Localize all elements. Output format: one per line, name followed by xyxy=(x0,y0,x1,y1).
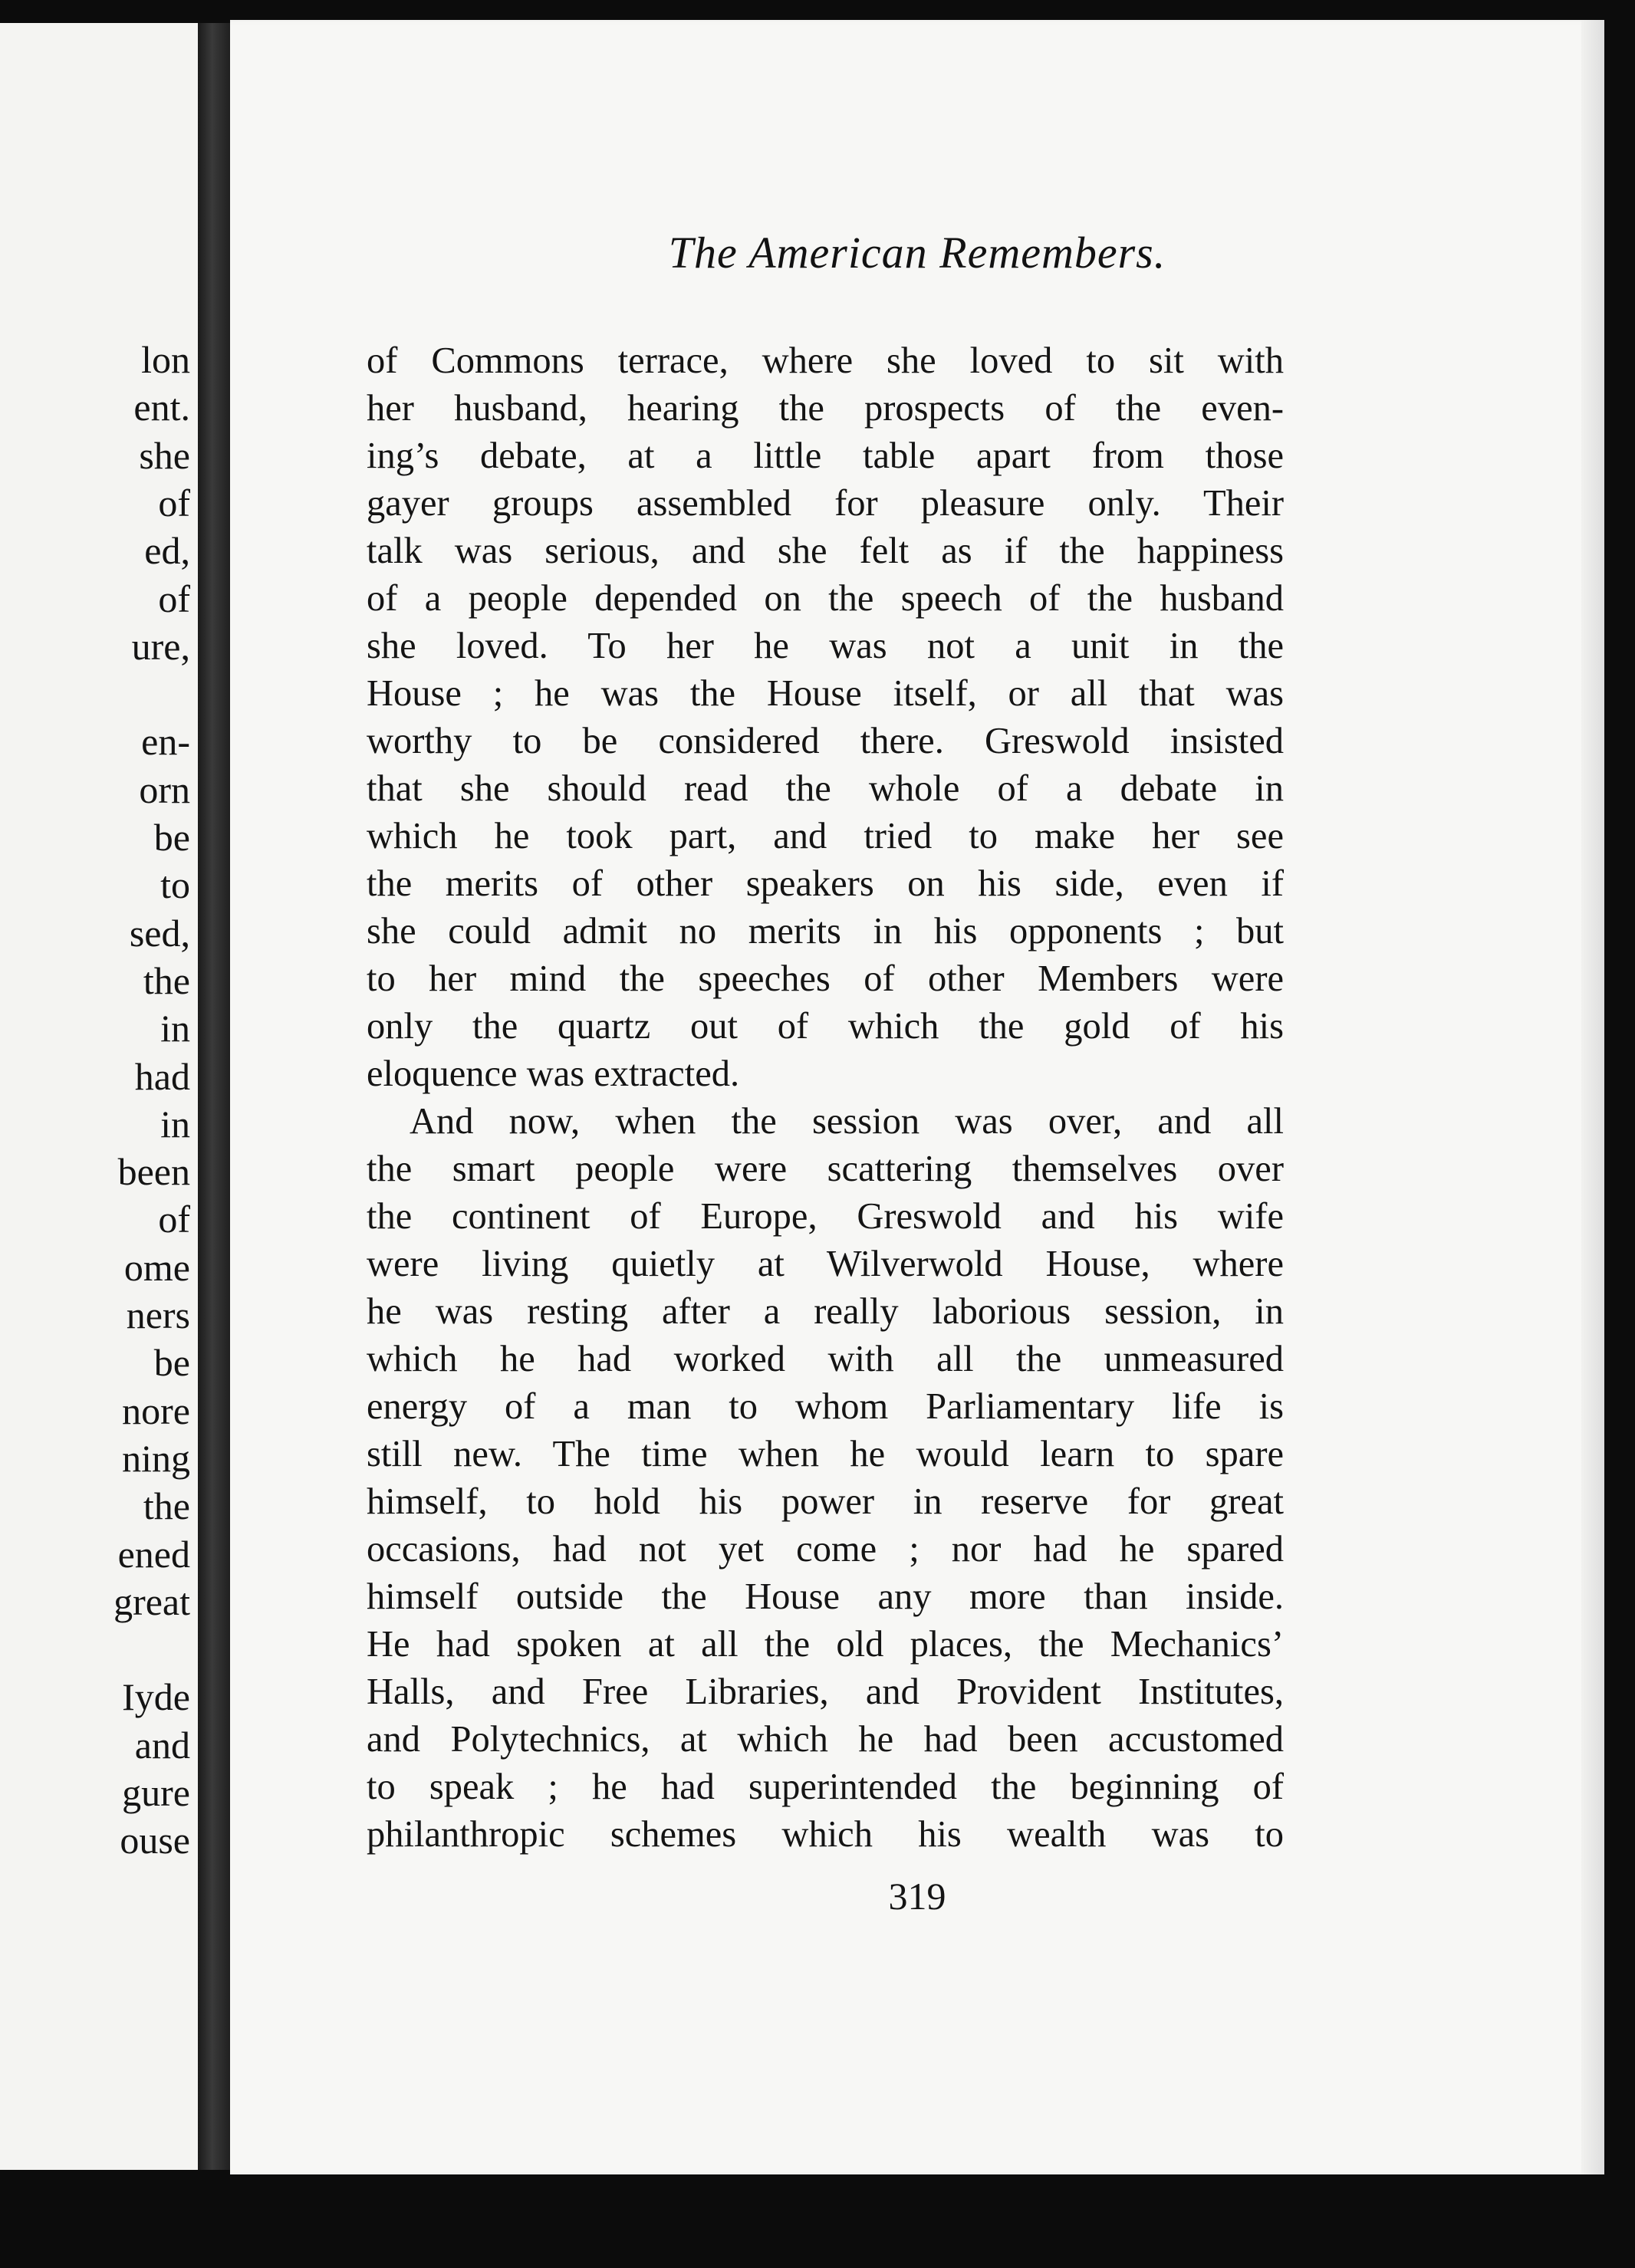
text-line: her husband, hearing the prospects of the even- xyxy=(367,388,1284,429)
text-line: only the quartz out of which the gold of his xyxy=(367,1006,1284,1047)
text-line: the merits of other speakers on his side, even if xyxy=(367,863,1284,904)
text-line: to speak ; he had superintended the beginning of xyxy=(367,1767,1284,1807)
text-line: worthy to be considered there. Greswold insisted xyxy=(367,721,1284,761)
text-line: Halls, and Free Libraries, and Provident Institutes, xyxy=(367,1671,1284,1712)
left-page-fragment: ouse xyxy=(120,1819,190,1862)
text-line: talk was serious, and she felt as if the happiness xyxy=(367,531,1284,571)
left-page-fragment: had xyxy=(134,1054,190,1098)
text-line: himself outside the House any more than inside. xyxy=(367,1576,1284,1617)
left-page-fragment: ome xyxy=(123,1245,190,1289)
text-line: He had spoken at all the old places, the Mechanics’ xyxy=(367,1624,1284,1665)
left-page-fragment: ning xyxy=(122,1436,190,1480)
text-line: House ; he was the House itself, or all that was xyxy=(367,673,1284,714)
text-line: himself, to hold his power in reserve for great xyxy=(367,1481,1284,1522)
main-page xyxy=(230,20,1604,2174)
text-line: And now, when the session was over, and all xyxy=(410,1101,1284,1142)
left-page-fragment: of xyxy=(158,1198,190,1241)
left-page-fragment: Iyde xyxy=(122,1675,190,1719)
text-line: were living quietly at Wilverwold House, where xyxy=(367,1244,1284,1284)
text-line: eloquence was extracted. xyxy=(367,1053,740,1094)
left-page-fragment: be xyxy=(153,816,190,859)
left-page-fragment: be xyxy=(153,1341,190,1385)
running-head: The American Remembers. xyxy=(668,228,1166,278)
left-page-fragment: of xyxy=(158,577,190,620)
left-page-fragment: the xyxy=(143,1484,190,1528)
text-line: the smart people were scattering themselves over xyxy=(367,1149,1284,1189)
left-page-fragment: ed, xyxy=(144,529,190,573)
text-line: she could admit no merits in his opponents ; but xyxy=(367,911,1284,952)
left-page-fragment: ent. xyxy=(133,386,190,429)
left-page-fragment: orn xyxy=(139,768,190,811)
left-page-fragment: of xyxy=(158,481,190,524)
text-line: the continent of Europe, Greswold and his wife xyxy=(367,1196,1284,1237)
text-line: of a people depended on the speech of the husband xyxy=(367,578,1284,619)
text-line: which he took part, and tried to make her see xyxy=(367,816,1284,856)
left-page-fragment: in xyxy=(160,1102,190,1146)
text-line: occasions, had not yet come ; nor had he spared xyxy=(367,1529,1284,1570)
left-page-fragment: ners xyxy=(126,1293,190,1336)
left-page-fragment: the xyxy=(143,958,190,1002)
book-gutter xyxy=(198,23,233,2170)
left-page-fragment: and xyxy=(134,1723,190,1767)
left-page-fragment: been xyxy=(117,1150,190,1194)
left-page-fragment: she xyxy=(139,433,190,477)
left-page-fragment: sed, xyxy=(129,911,190,955)
text-line: she loved. To her he was not a unit in the xyxy=(367,626,1284,666)
left-page-fragment: nore xyxy=(122,1389,190,1432)
left-page-fragment: lon xyxy=(141,338,190,381)
text-line: of Commons terrace, where she loved to sit with xyxy=(367,340,1284,381)
text-line: which he had worked with all the unmeasured xyxy=(367,1339,1284,1379)
left-page-fragment: ure, xyxy=(131,624,190,668)
left-page-fragment: in xyxy=(160,1007,190,1050)
text-line: that she should read the whole of a debate in xyxy=(367,768,1284,809)
left-page-fragment: to xyxy=(160,863,190,907)
text-line: philanthropic schemes which his wealth was to xyxy=(367,1814,1284,1855)
left-page-fragment: gure xyxy=(122,1771,190,1814)
left-facing-page xyxy=(0,23,202,2170)
text-line: he was resting after a really laborious session, in xyxy=(367,1291,1284,1332)
text-line: to her mind the speeches of other Members were xyxy=(367,958,1284,999)
left-page-fragment: ened xyxy=(117,1532,190,1576)
text-line: ing’s debate, at a little table apart from those xyxy=(367,436,1284,476)
left-page-fragment: en- xyxy=(141,720,190,764)
text-line: gayer groups assembled for pleasure only. Their xyxy=(367,483,1284,524)
text-line: and Polytechnics, at which he had been accustomed xyxy=(367,1719,1284,1760)
body-text xyxy=(367,337,1284,1859)
page-number: 319 xyxy=(888,1875,946,1918)
left-page-fragment: great xyxy=(113,1579,190,1623)
text-line: energy of a man to whom Parliamentary life is xyxy=(367,1386,1284,1427)
text-line: still new. The time when he would learn to spare xyxy=(367,1434,1284,1474)
